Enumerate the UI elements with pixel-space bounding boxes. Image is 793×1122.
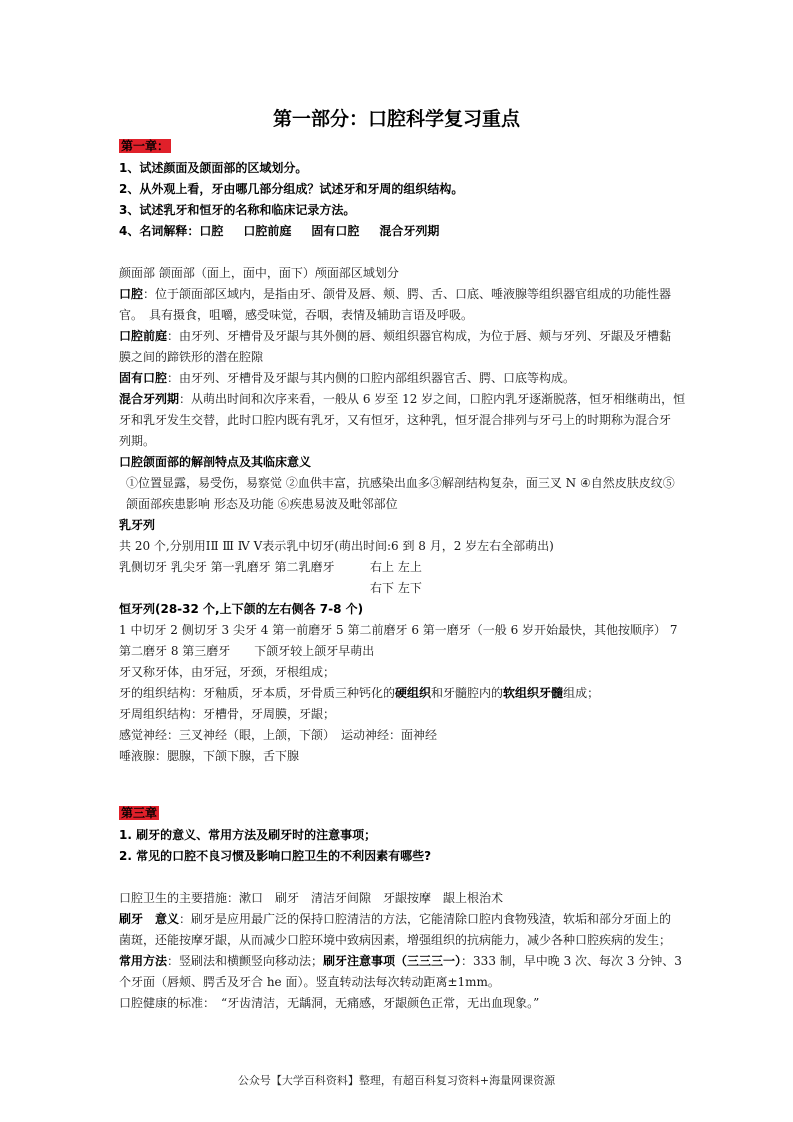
salivary-glands: 唾液腺：腮腺，下颌下腺，舌下腺 [119, 749, 300, 763]
brushing-term: 刷牙 [119, 912, 144, 926]
chapter-1-label: 第一章： [121, 139, 170, 153]
def-oral-cavity-1 [119, 285, 671, 303]
chapter-3-label: 第三章 [121, 806, 158, 820]
def-proper-cavity [119, 369, 575, 387]
methods-text: ：竖刷法和横颤竖向移动法； [167, 954, 324, 968]
primary-dentition-heading: 乳牙列 [119, 518, 156, 532]
brushing-significance-1 [119, 910, 671, 928]
quadrant-upper: 右上 左上 [370, 560, 422, 574]
def-vestibule-1 [119, 327, 671, 345]
chapter-3-label-row [119, 804, 159, 822]
brushing-notes-text: ：333 制，早中晚 3 次、每次 3 分钟、3 [461, 954, 682, 968]
def-vestibule-2: 膜之间的蹄铁形的潜在腔隙 [119, 350, 264, 364]
significance-term: 意义 [155, 912, 180, 926]
def-proper-cavity-text: ：由牙列、牙槽骨及牙龈与其内侧的口腔内部组织器官舌、腭、口底等构成。 [167, 371, 576, 385]
def-mixed-dentition-term: 混合牙列期 [119, 392, 180, 406]
tooth-tissue-text-3: 组成； [563, 686, 600, 700]
ch3-question-1: 1. 刷牙的意义、常用方法及刷牙时的注意事项； [119, 828, 377, 842]
question-2: 2、从外观上看，牙由哪几部分组成？试述牙和牙周的组织结构。 [119, 182, 464, 196]
question-1: 1、试述颜面及颌面部的区域划分。 [119, 161, 308, 175]
term-proper-cavity: 固有口腔 [311, 224, 360, 238]
nerves: 感觉神经：三叉神经（眼，上颌，下颌） 运动神经：面神经 [119, 728, 438, 742]
brushing-significance-text: ：刷牙是应用最广泛的保持口腔清洁的方法，它能清除口腔内食物残渣，软垢和部分牙面上的 [179, 912, 672, 926]
term-vestibule: 口腔前庭 [243, 224, 292, 238]
question-4 [119, 222, 439, 240]
brushing-methods-2: 个牙面（唇颊、腭舌及牙合 he 面）。竖直转动法每次转动距离±1mm。 [119, 975, 500, 989]
hard-tissue: 硬组织 [395, 686, 432, 700]
methods-term: 常用方法 [119, 954, 168, 968]
brushing-methods-1 [119, 952, 682, 970]
primary-dentition-line-2: 乳侧切牙 乳尖牙 第一乳磨牙 第二乳磨牙 [119, 560, 335, 574]
def-vestibule-term: 口腔前庭 [119, 329, 168, 343]
tooth-tissue-text-1: 牙的组织结构：牙釉质，牙本质，牙骨质三种钙化的 [119, 686, 396, 700]
def-mixed-dentition-3: 列期。 [119, 434, 156, 448]
hygiene-measures: 口腔卫生的主要措施：漱口 刷牙 清洁牙间隙 牙龈按摩 龈上根治术 [119, 891, 504, 905]
anatomy-line-2: 颌面部疾患影响 形态及功能 ⑥疾患易波及毗邻部位 [126, 497, 398, 511]
def-mixed-dentition-2: 牙和乳牙发生交替，此时口腔内既有乳牙，又有恒牙，这种乳，恒牙混合排列与牙弓上的时期称为混合牙 [119, 413, 672, 427]
primary-dentition-line-1: 共 20 个,分别用ⅠⅡ Ⅲ Ⅳ Ⅴ表示乳中切牙(萌出时间:6 到 8 月，2 岁左右全部萌出) [119, 539, 554, 553]
def-proper-cavity-term: 固有口腔 [119, 371, 168, 385]
chapter-1-label-row [119, 137, 171, 155]
tooth-parts: 牙又称牙体，由牙冠，牙颈，牙根组成； [119, 665, 336, 679]
periodontal-structure: 牙周组织结构：牙槽骨，牙周膜，牙龈； [119, 707, 336, 721]
region-division: 颜面部 颌面部（面上，面中，面下）颅面部区域划分 [119, 266, 399, 280]
oral-health-standard: 口腔健康的标准： “牙齿清洁，无龋洞，无痛感，牙龈颜色正常，无出血现象。” [119, 996, 540, 1010]
def-mixed-dentition-text: ：从萌出时间和次序来看，一般从 6 岁至 12 岁之间，口腔内乳牙逐渐脱落，恒牙相继萌出，恒 [179, 392, 686, 406]
def-mixed-dentition-1 [119, 390, 685, 408]
def-oral-cavity-term: 口腔 [119, 287, 144, 301]
permanent-dentition-line-2: 第二磨牙 8 第三磨牙 下颌牙较上颌牙早萌出 [119, 644, 375, 658]
def-oral-cavity-text: ：位于颌面部区域内，是指由牙、颌骨及唇、颊、腭、舌、口底、唾液腺等组织器官组成的功能性器 [143, 287, 672, 301]
term-mixed-dentition: 混合牙列期 [379, 224, 440, 238]
def-oral-cavity-2: 官。 具有摄食，咀嚼，感受味觉，吞咽，表情及辅助言语及呼吸。 [119, 308, 474, 322]
tooth-tissue-text-2: 和牙髓腔内的 [431, 686, 504, 700]
soft-tissue-pulp: 软组织牙髓 [503, 686, 564, 700]
brushing-notes-term: 刷牙注意事项（三三三一） [323, 954, 462, 968]
permanent-dentition-line-1: 1 中切牙 2 侧切牙 3 尖牙 4 第一前磨牙 5 第二前磨牙 6 第一磨牙（一般 6 岁开始最快，其他按顺序） 7 [119, 623, 678, 637]
tooth-tissue-structure [119, 684, 599, 702]
quadrant-lower: 右下 左下 [370, 581, 422, 595]
ch3-question-2: 2. 常见的口腔不良习惯及影响口腔卫生的不利因素有哪些? [119, 849, 432, 863]
question-3: 3、试述乳牙和恒牙的名称和临床记录方法。 [119, 203, 356, 217]
page-title: 第一部分：口腔科学复习重点 [272, 108, 520, 130]
brushing-significance-2: 菌斑，还能按摩牙龈，从而减少口腔环境中致病因素，增强组织的抗病能力，减少各种口腔疾病的发生； [119, 933, 672, 947]
term-oral-cavity: 口腔 [199, 224, 224, 238]
anatomy-heading: 口腔颌面部的解剖特点及其临床意义 [119, 455, 312, 469]
anatomy-line-1: ①位置显露，易受伤，易察觉 ②血供丰富，抗感染出血多③解剖结构复杂，面三叉 N ④自然皮肤皮纹⑤ [126, 476, 675, 490]
def-vestibule-text: ：由牙列、牙槽骨及牙龈与其外侧的唇、颊组织器官构成，为位于唇、颊与牙列、牙龈及牙槽黏 [167, 329, 672, 343]
permanent-dentition-heading: 恒牙列(28-32 个,上下颌的左右侧各 7-8 个) [119, 602, 364, 616]
question-4-prefix: 4、名词解释： [119, 224, 200, 238]
footer-note: 公众号【大学百科资料】整理，有超百科复习资料+海量网课资源 [237, 1074, 556, 1087]
